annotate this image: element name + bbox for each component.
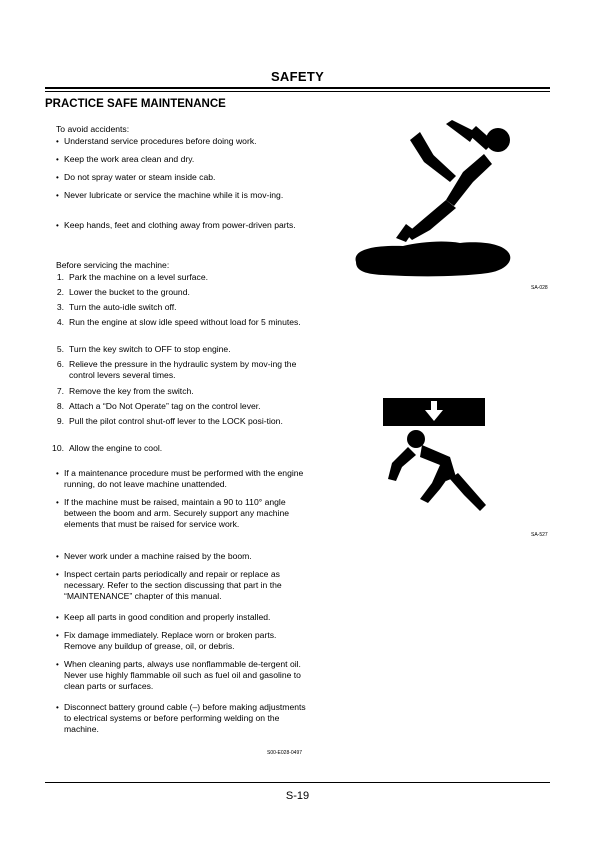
figure-code: SA-527 bbox=[531, 532, 548, 538]
header-rule bbox=[45, 87, 550, 89]
list-item: • Disconnect battery ground cable (–) before making adjustments to electrical systems or before performing welding on the machine. bbox=[56, 702, 306, 734]
step-item: 5. Turn the key switch to OFF to stop engine. bbox=[56, 344, 231, 354]
list-item: • Keep hands, feet and clothing away from power-driven parts. bbox=[56, 220, 296, 230]
list-item: • If the machine must be raised, maintain a 90 to 110° angle between the boom and arm. Securely support any machine elements that must be raised for service work. bbox=[56, 497, 289, 529]
document-code: S00-E028-0497 bbox=[267, 750, 303, 756]
intro-avoid-accidents: To avoid accidents: bbox=[56, 124, 130, 134]
bullet-icon: • bbox=[56, 191, 59, 200]
step-item: 3. Turn the auto-idle switch off. bbox=[56, 302, 177, 312]
step-item: 6. Relieve the pressure in the hydraulic system by mov-ing the control levers several times. bbox=[56, 359, 297, 380]
bullet-icon: • bbox=[56, 613, 59, 622]
page-number: S-19 bbox=[285, 790, 310, 802]
step-item: 7. Remove the key from the switch. bbox=[56, 386, 194, 396]
bullet-icon: • bbox=[56, 155, 59, 164]
list-item: • Fix damage immediately. Replace worn or broken parts. Remove any buildup of grease, oil, or debris. bbox=[56, 630, 277, 651]
crush-hazard-figure bbox=[380, 395, 490, 520]
list-item: • Keep all parts in good condition and properly installed. bbox=[56, 612, 271, 622]
step-item: 10. Allow the engine to cool. bbox=[52, 443, 163, 453]
step-item: 2. Lower the bucket to the ground. bbox=[56, 287, 190, 297]
list-item: • When cleaning parts, always use nonflammable de-tergent oil. Never use highly flammable oil such as fuel oil and gasoline to clean parts or surfaces. bbox=[56, 659, 301, 691]
bullet-icon: • bbox=[56, 570, 59, 579]
intro-before-servicing: Before servicing the machine: bbox=[56, 260, 170, 270]
bullet-icon: • bbox=[56, 631, 59, 640]
bullet-icon: • bbox=[56, 469, 59, 478]
bullet-icon: • bbox=[56, 498, 59, 507]
list-item: • Inspect certain parts periodically and repair or replace as necessary. Refer to the section discussing that part in the “MAINTENANCE” chapter of this manual. bbox=[56, 569, 282, 601]
figure-code: SA-028 bbox=[531, 285, 548, 291]
bullet-icon: • bbox=[56, 173, 59, 182]
slip-hazard-figure bbox=[348, 112, 538, 287]
header-rule-thin bbox=[45, 91, 550, 92]
section-title: PRACTICE SAFE MAINTENANCE bbox=[45, 98, 226, 110]
step-item: 9. Pull the pilot control shut-off lever to the LOCK posi-tion. bbox=[56, 416, 283, 426]
bullet-icon: • bbox=[56, 221, 59, 230]
list-item: • If a maintenance procedure must be performed with the engine running, do not leave machine unattended. bbox=[56, 468, 304, 489]
list-item: • Do not spray water or steam inside cab. bbox=[56, 172, 216, 182]
bullet-icon: • bbox=[56, 552, 59, 561]
footer-rule bbox=[45, 782, 550, 783]
bullet-icon: • bbox=[56, 703, 59, 712]
step-item: 4. Run the engine at slow idle speed without load for 5 minutes. bbox=[56, 317, 301, 327]
list-item: • Never lubricate or service the machine while it is mov-ing. bbox=[56, 190, 284, 200]
step-item: 1. Park the machine on a level surface. bbox=[56, 272, 209, 282]
bullet-icon: • bbox=[56, 137, 59, 146]
list-item: • Never work under a machine raised by the boom. bbox=[56, 551, 252, 561]
list-item: • Understand service procedures before doing work. bbox=[56, 136, 257, 146]
bullet-icon: • bbox=[56, 660, 59, 669]
page-header-title: SAFETY bbox=[270, 69, 325, 84]
step-item: 8. Attach a “Do Not Operate” tag on the control lever. bbox=[56, 401, 261, 411]
list-item: • Keep the work area clean and dry. bbox=[56, 154, 195, 164]
